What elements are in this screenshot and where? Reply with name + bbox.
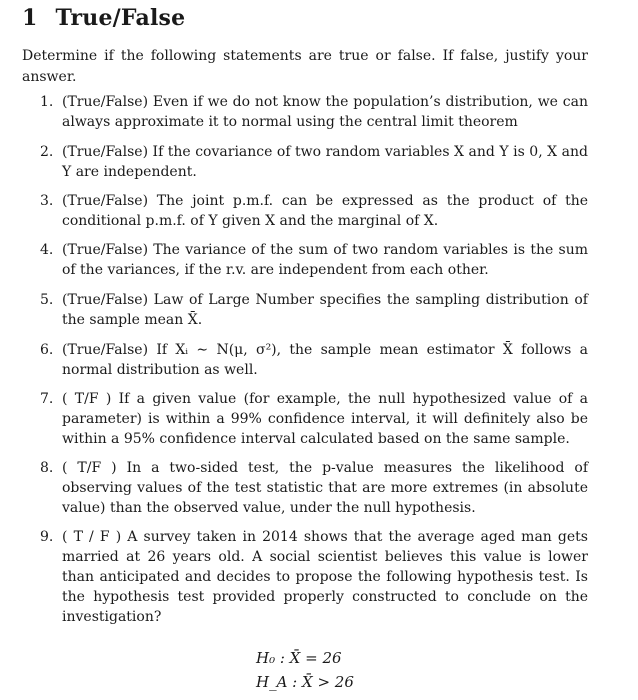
item-number: 4. <box>40 242 54 258</box>
list-item <box>40 527 588 627</box>
item-text: (True/False) Law of Large Number specifies the sampling distribution of the sample mean X̄. <box>62 292 588 328</box>
list-item <box>40 290 588 330</box>
section-title: True/False <box>55 5 186 31</box>
list-item <box>40 92 588 132</box>
section-heading <box>22 4 185 32</box>
alternative-hypothesis-text: H_A : X̄ > 26 <box>256 673 354 691</box>
list-item <box>40 240 588 280</box>
list-item <box>40 142 588 182</box>
alternative-hypothesis <box>256 671 354 693</box>
item-text: (True/False) If the covariance of two random variables X and Y is 0, X and Y are independent. <box>62 144 588 180</box>
instructions-paragraph: Determine if the following statements are true or false. If false, justify your answer. <box>22 48 588 85</box>
list-item <box>40 340 588 380</box>
list-item <box>40 458 588 518</box>
item-number: 7. <box>40 391 54 407</box>
null-hypothesis <box>256 647 342 669</box>
section-number: 1 <box>22 5 38 31</box>
item-text: ( T/F ) If a given value (for example, the null hypothesized value of a parameter) is within a 99% confidence interval, it will definitely also be within a 95% confidence interval calculated based on the same sample. <box>62 391 588 447</box>
item-text: (True/False) The variance of the sum of two random variables is the sum of the variances, if the r.v. are independent from each other. <box>62 242 588 278</box>
item-text: ( T / F ) A survey taken in 2014 shows that the average aged man gets married at 26 years old. A social scientist believes this value is lower than anticipated and decides to propose the following hypothesis test. Is the hypothesis test provided properly constructed to conclude on the investigation? <box>62 529 588 625</box>
item-number: 6. <box>40 342 54 358</box>
list-item <box>40 389 588 449</box>
item-text: (True/False) If Xᵢ ∼ N(μ, σ²), the sample mean estimator X̄ follows a normal distribution as well. <box>62 342 588 378</box>
item-number: 5. <box>40 292 54 308</box>
item-number: 8. <box>40 460 54 476</box>
item-number: 3. <box>40 193 54 209</box>
list-item <box>40 191 588 231</box>
item-text: (True/False) The joint p.m.f. can be expressed as the product of the conditional p.m.f. of Y given X and the marginal of X. <box>62 193 588 229</box>
null-hypothesis-text: H₀ : X̄ = 26 <box>256 649 342 667</box>
item-number: 2. <box>40 144 54 160</box>
item-text: ( T/F ) In a two-sided test, the p-value measures the likelihood of observing values of the test statistic that are more extremes (in absolute value) than the observed value, under the null hypothesis. <box>62 460 588 516</box>
item-text: (True/False) Even if we do not know the population’s distribution, we can always approximate it to normal using the central limit theorem <box>62 94 588 130</box>
item-number: 1. <box>40 94 54 110</box>
item-number: 9. <box>40 529 54 545</box>
